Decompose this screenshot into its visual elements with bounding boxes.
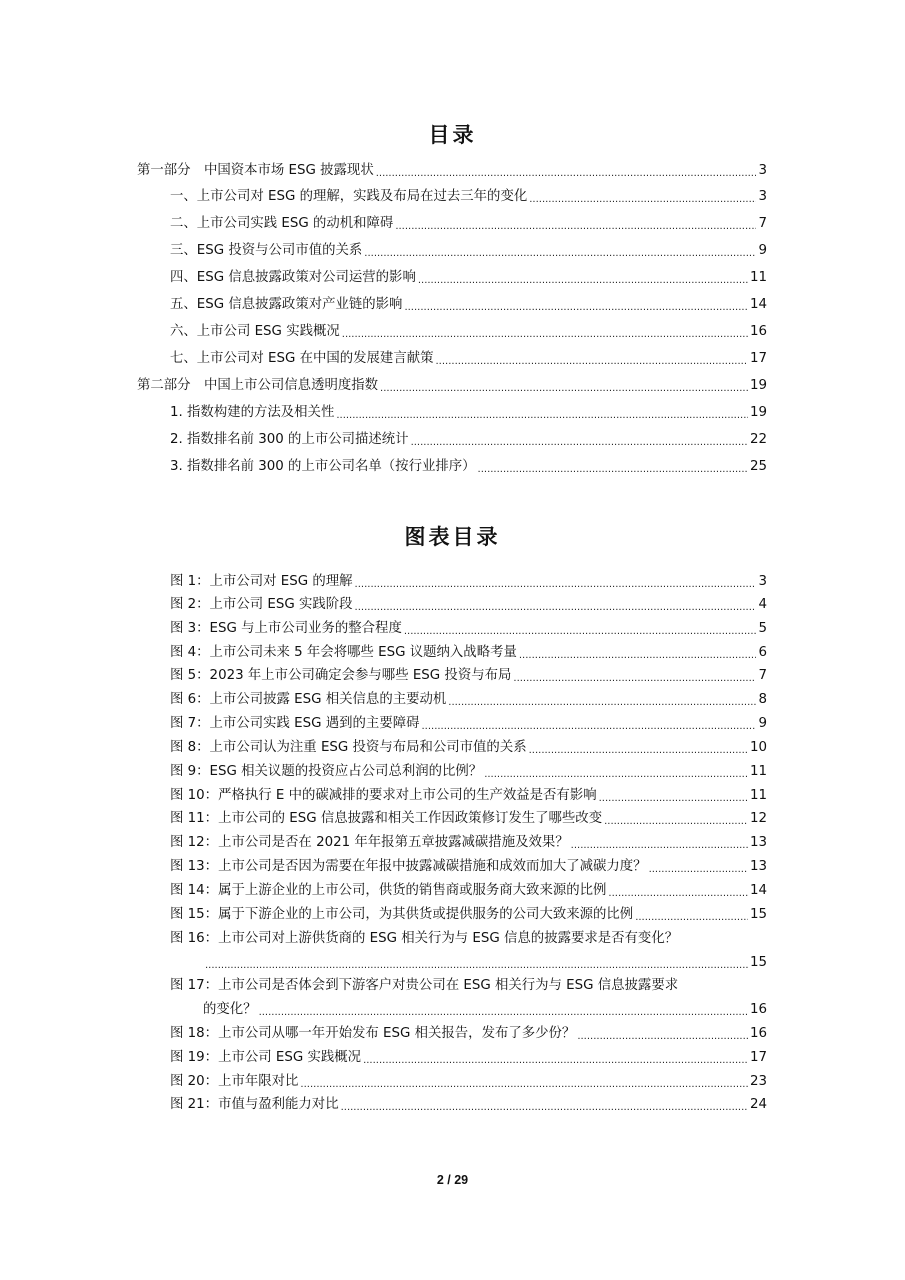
toc-entry[interactable] xyxy=(170,455,767,479)
figure-entry[interactable] xyxy=(170,618,767,640)
toc-entry-label: 七、上市公司对 ESG 在中国的发展建言献策 xyxy=(170,351,434,366)
toc-entry[interactable] xyxy=(170,347,767,371)
figure-entry-label: 图 10：严格执行 E 中的碳减排的要求对上市公司的生产效益是否有影响 xyxy=(170,788,597,803)
dot-leader xyxy=(513,665,756,687)
figure-entry-page: 7 xyxy=(758,668,767,683)
toc-entry[interactable] xyxy=(170,266,767,290)
dot-leader xyxy=(363,1047,748,1069)
toc-entry-label: 1. 指数构建的方法及相关性 xyxy=(170,405,335,420)
dot-leader xyxy=(364,239,756,263)
figure-entry-label: 图 21：市值与盈利能力对比 xyxy=(170,1097,339,1112)
dot-leader xyxy=(436,347,748,371)
toc-entry[interactable] xyxy=(137,374,767,398)
figure-entry-label: 图 4：上市公司未来 5 年会将哪些 ESG 议题纳入战略考量 xyxy=(170,645,517,660)
figure-entry-page: 13 xyxy=(749,859,767,874)
figure-entry-page: 8 xyxy=(758,692,767,707)
toc-entry-page: 19 xyxy=(749,378,767,393)
toc-entry[interactable] xyxy=(170,293,767,317)
figure-entry[interactable] xyxy=(170,642,767,664)
toc-entry[interactable] xyxy=(170,239,767,263)
dot-leader xyxy=(411,428,748,452)
figure-entry-label: 图 13：上市公司是否因为需要在年报中披露减碳措施和成效而加大了减碳力度？ xyxy=(170,859,647,874)
toc-entry-page: 3 xyxy=(758,189,767,204)
dot-leader xyxy=(519,642,757,664)
toc-entry-label: 2. 指数排名前 300 的上市公司描述统计 xyxy=(170,432,409,447)
figure-entry-page: 23 xyxy=(749,1074,767,1089)
toc-entry-page: 9 xyxy=(758,243,767,258)
figure-entry-label: 图 15：属于下游企业的上市公司，为其供货或提供服务的公司大致来源的比例 xyxy=(170,907,634,922)
figure-entry-label: 图 1：上市公司对 ESG 的理解 xyxy=(170,574,353,589)
figure-entry[interactable] xyxy=(170,880,767,902)
dot-leader xyxy=(341,1094,748,1116)
toc-entry[interactable] xyxy=(170,401,767,425)
toc-title: 目录 xyxy=(428,122,477,147)
figure-entry[interactable] xyxy=(170,904,767,926)
figure-entry-label: 图 2：上市公司 ESG 实践阶段 xyxy=(170,597,353,612)
dot-leader xyxy=(380,374,748,398)
dot-leader xyxy=(529,185,756,209)
dot-leader xyxy=(608,880,748,902)
page-number: 2 / 29 xyxy=(436,1173,469,1187)
figure-entry-label[interactable]: 图 16：上市公司对上游供货商的 ESG 相关行为与 ESG 信息的披露要求是否有变化？ xyxy=(170,931,679,946)
figure-entry-page: 24 xyxy=(749,1097,767,1112)
toc-entry-label: 五、ESG 信息披露政策对产业链的影响 xyxy=(170,297,403,312)
dot-leader xyxy=(336,401,748,425)
dot-leader xyxy=(635,904,748,926)
figure-entry-label: 图 7：上市公司实践 ESG 遇到的主要障碍 xyxy=(170,716,420,731)
toc-entry[interactable] xyxy=(170,428,767,452)
figure-entry[interactable] xyxy=(170,1071,767,1093)
toc-entry-label: 三、ESG 投资与公司市值的关系 xyxy=(170,243,363,258)
figure-entry-page: 11 xyxy=(749,788,767,803)
toc-entry-page: 22 xyxy=(749,432,767,447)
dot-leader xyxy=(342,320,748,344)
figure-entry[interactable] xyxy=(170,571,767,593)
figure-entry-page: 3 xyxy=(758,574,767,589)
figure-entry-label: 图 19：上市公司 ESG 实践概况 xyxy=(170,1050,362,1065)
dot-leader xyxy=(649,856,748,878)
toc-entry-page: 17 xyxy=(749,351,767,366)
figure-entry[interactable] xyxy=(170,761,767,783)
toc-entry-page: 11 xyxy=(749,270,767,285)
figure-entry[interactable] xyxy=(170,832,767,854)
figure-entry[interactable] xyxy=(170,737,767,759)
toc-entry-page: 14 xyxy=(749,297,767,312)
figure-entry-page: 12 xyxy=(749,811,767,826)
toc-entry-page: 16 xyxy=(749,324,767,339)
figure-entry-label: 图 14：属于上游企业的上市公司，供货的销售商或服务商大致来源的比例 xyxy=(170,883,607,898)
figure-entry-label: 图 18：上市公司从哪一年开始发布 ESG 相关报告，发布了多少份？ xyxy=(170,1026,576,1041)
dot-leader xyxy=(259,999,748,1021)
figure-entry-page: 14 xyxy=(749,883,767,898)
toc-entry-label: 第二部分 中国上市公司信息透明度指数 xyxy=(137,378,379,393)
dot-leader xyxy=(376,159,757,183)
figure-entry-label: 图 5：2023 年上市公司确定会参与哪些 ESG 投资与布局 xyxy=(170,668,512,683)
figure-entry-page: 4 xyxy=(758,597,767,612)
dot-leader xyxy=(577,1023,748,1045)
dot-leader xyxy=(355,594,757,616)
figure-entry[interactable] xyxy=(170,785,767,807)
figure-entry-page: 11 xyxy=(749,764,767,779)
figure-entry-label[interactable]: 图 17：上市公司是否体会到下游客户对贵公司在 ESG 相关行为与 ESG 信息披露要求 xyxy=(170,978,679,993)
dot-leader xyxy=(395,212,756,236)
figure-entry-page: 13 xyxy=(749,835,767,850)
figure-entry-page: 9 xyxy=(758,716,767,731)
dot-leader xyxy=(484,761,748,783)
dot-leader xyxy=(421,713,756,735)
figure-entry-page: 15 xyxy=(749,907,767,922)
toc-entry-label: 一、上市公司对 ESG 的理解，实践及布局在过去三年的变化 xyxy=(170,189,528,204)
dot-leader xyxy=(300,1071,748,1093)
figure-entry[interactable] xyxy=(170,689,767,711)
dot-leader xyxy=(205,952,748,974)
figure-entry-label: 图 6：上市公司披露 ESG 相关信息的主要动机 xyxy=(170,692,447,707)
figure-list-title: 图表目录 xyxy=(404,524,501,549)
toc-entry-label: 四、ESG 信息披露政策对公司运营的影响 xyxy=(170,270,416,285)
dot-leader xyxy=(448,689,756,711)
dot-leader xyxy=(604,808,748,830)
figure-entry-page: 16 xyxy=(749,1026,767,1041)
toc-entry[interactable] xyxy=(137,159,767,183)
dot-leader xyxy=(571,832,748,854)
toc-entry-page: 3 xyxy=(758,163,767,178)
figure-entry-page: 15 xyxy=(749,955,767,970)
figure-entry-label-cont: 的变化？ xyxy=(203,1002,257,1017)
figure-entry-label: 图 20：上市年限对比 xyxy=(170,1074,299,1089)
toc-entry-page: 25 xyxy=(749,459,767,474)
dot-leader xyxy=(599,785,748,807)
figure-entry[interactable] xyxy=(170,1023,767,1045)
figure-entry-page: 10 xyxy=(749,740,767,755)
figure-entry-label: 图 9：ESG 相关议题的投资应占公司总利润的比例？ xyxy=(170,764,483,779)
toc-entry-page: 19 xyxy=(749,405,767,420)
toc-entry-label: 第一部分 中国资本市场 ESG 披露现状 xyxy=(137,163,374,178)
figure-entry[interactable] xyxy=(170,713,767,735)
figure-entry-page: 6 xyxy=(758,645,767,660)
toc-entry-page: 7 xyxy=(758,216,767,231)
dot-leader xyxy=(404,293,748,317)
figure-entry[interactable] xyxy=(170,1094,767,1116)
toc-entry-label: 3. 指数排名前 300 的上市公司名单（按行业排序） xyxy=(170,459,476,474)
toc-entry-label: 二、上市公司实践 ESG 的动机和障碍 xyxy=(170,216,394,231)
figure-entry[interactable] xyxy=(170,1047,767,1069)
dot-leader xyxy=(355,571,757,593)
figure-entry-label: 图 3：ESG 与上市公司业务的整合程度 xyxy=(170,621,402,636)
toc-entry-label: 六、上市公司 ESG 实践概况 xyxy=(170,324,340,339)
toc-entry[interactable] xyxy=(170,185,767,209)
figure-entry[interactable] xyxy=(170,856,767,878)
figure-entry-page: 16 xyxy=(749,1002,767,1017)
figure-entry[interactable] xyxy=(170,808,767,830)
figure-entry[interactable] xyxy=(170,594,767,616)
toc-entry[interactable] xyxy=(170,320,767,344)
figure-entry-page: 5 xyxy=(758,621,767,636)
figure-entry-label: 图 12：上市公司是否在 2021 年年报第五章披露减碳措施及效果？ xyxy=(170,835,569,850)
figure-entry[interactable] xyxy=(203,999,767,1021)
figure-entry-page: 17 xyxy=(749,1050,767,1065)
dot-leader xyxy=(418,266,748,290)
figure-entry-label: 图 8：上市公司认为注重 ESG 投资与布局和公司市值的关系 xyxy=(170,740,527,755)
dot-leader xyxy=(478,455,748,479)
figure-entry[interactable] xyxy=(203,952,767,974)
dot-leader xyxy=(529,737,748,759)
figure-entry[interactable] xyxy=(170,665,767,687)
toc-entry[interactable] xyxy=(170,212,767,236)
figure-entry-label: 图 11：上市公司的 ESG 信息披露和相关工作因政策修订发生了哪些改变 xyxy=(170,811,603,826)
dot-leader xyxy=(404,618,757,640)
